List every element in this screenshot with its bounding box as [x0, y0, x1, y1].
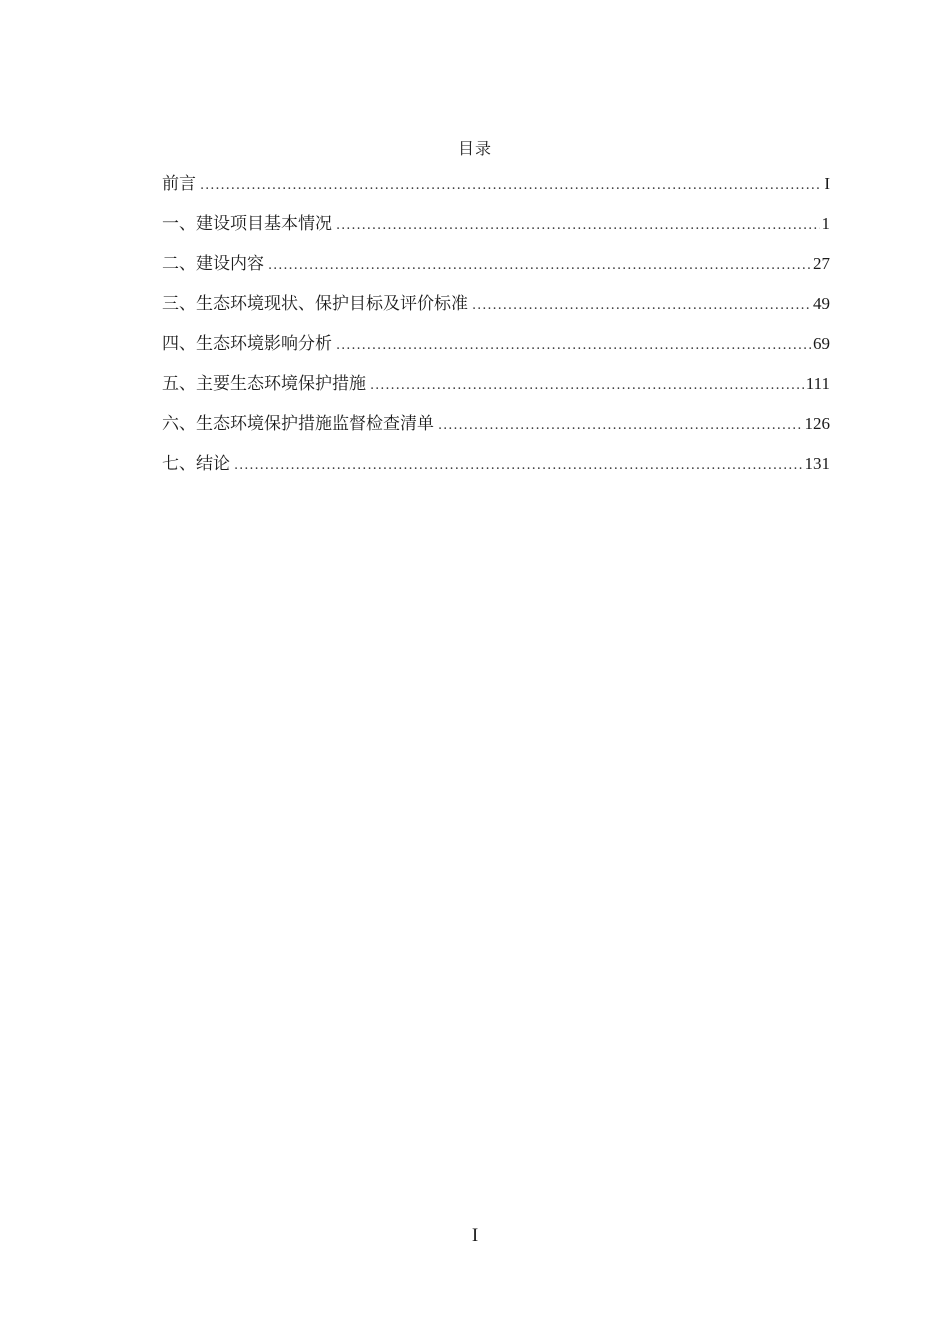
dot-leader: [336, 332, 811, 360]
toc-entry-page: 1: [821, 214, 830, 233]
toc-entry-preface[interactable]: [162, 170, 830, 210]
toc-entry-5[interactable]: [162, 370, 830, 410]
toc-entry-page: 49: [813, 294, 830, 313]
page-number: I: [471, 1225, 479, 1246]
toc-entry-page: 111: [805, 374, 830, 393]
dot-leader: [336, 212, 820, 240]
toc-entry-label: 一、建设项目基本情况: [162, 214, 332, 234]
dot-leader: [472, 292, 811, 320]
toc-entry-page: 69: [813, 334, 830, 353]
dot-leader: [234, 452, 803, 480]
toc-entry-7[interactable]: [162, 450, 830, 490]
toc-entry-3[interactable]: [162, 290, 830, 330]
toc-entry-label: 四、生态环境影响分析: [162, 334, 332, 354]
toc-entry-page: I: [824, 174, 830, 193]
toc-entry-label: 二、建设内容: [162, 254, 264, 274]
toc-title: 目录: [457, 139, 492, 158]
toc-entry-2[interactable]: [162, 250, 830, 290]
table-of-contents: [162, 170, 830, 490]
dot-leader: [268, 252, 811, 280]
toc-entry-label: 七、结论: [162, 454, 230, 474]
toc-entry-4[interactable]: [162, 330, 830, 370]
dot-leader: [438, 412, 803, 440]
toc-entry-page: 126: [804, 414, 830, 433]
toc-entry-label: 六、生态环境保护措施监督检查清单: [162, 414, 434, 434]
toc-entry-label: 五、主要生态环境保护措施: [162, 374, 366, 394]
toc-entry-1[interactable]: [162, 210, 830, 250]
toc-entry-label: 前言: [162, 174, 196, 194]
toc-entry-6[interactable]: [162, 410, 830, 450]
toc-entry-label: 三、生态环境现状、保护目标及评价标准: [162, 294, 468, 314]
toc-entry-page: 131: [804, 454, 830, 473]
toc-entry-page: 27: [813, 254, 830, 273]
dot-leader: [200, 172, 822, 200]
dot-leader: [370, 372, 804, 400]
